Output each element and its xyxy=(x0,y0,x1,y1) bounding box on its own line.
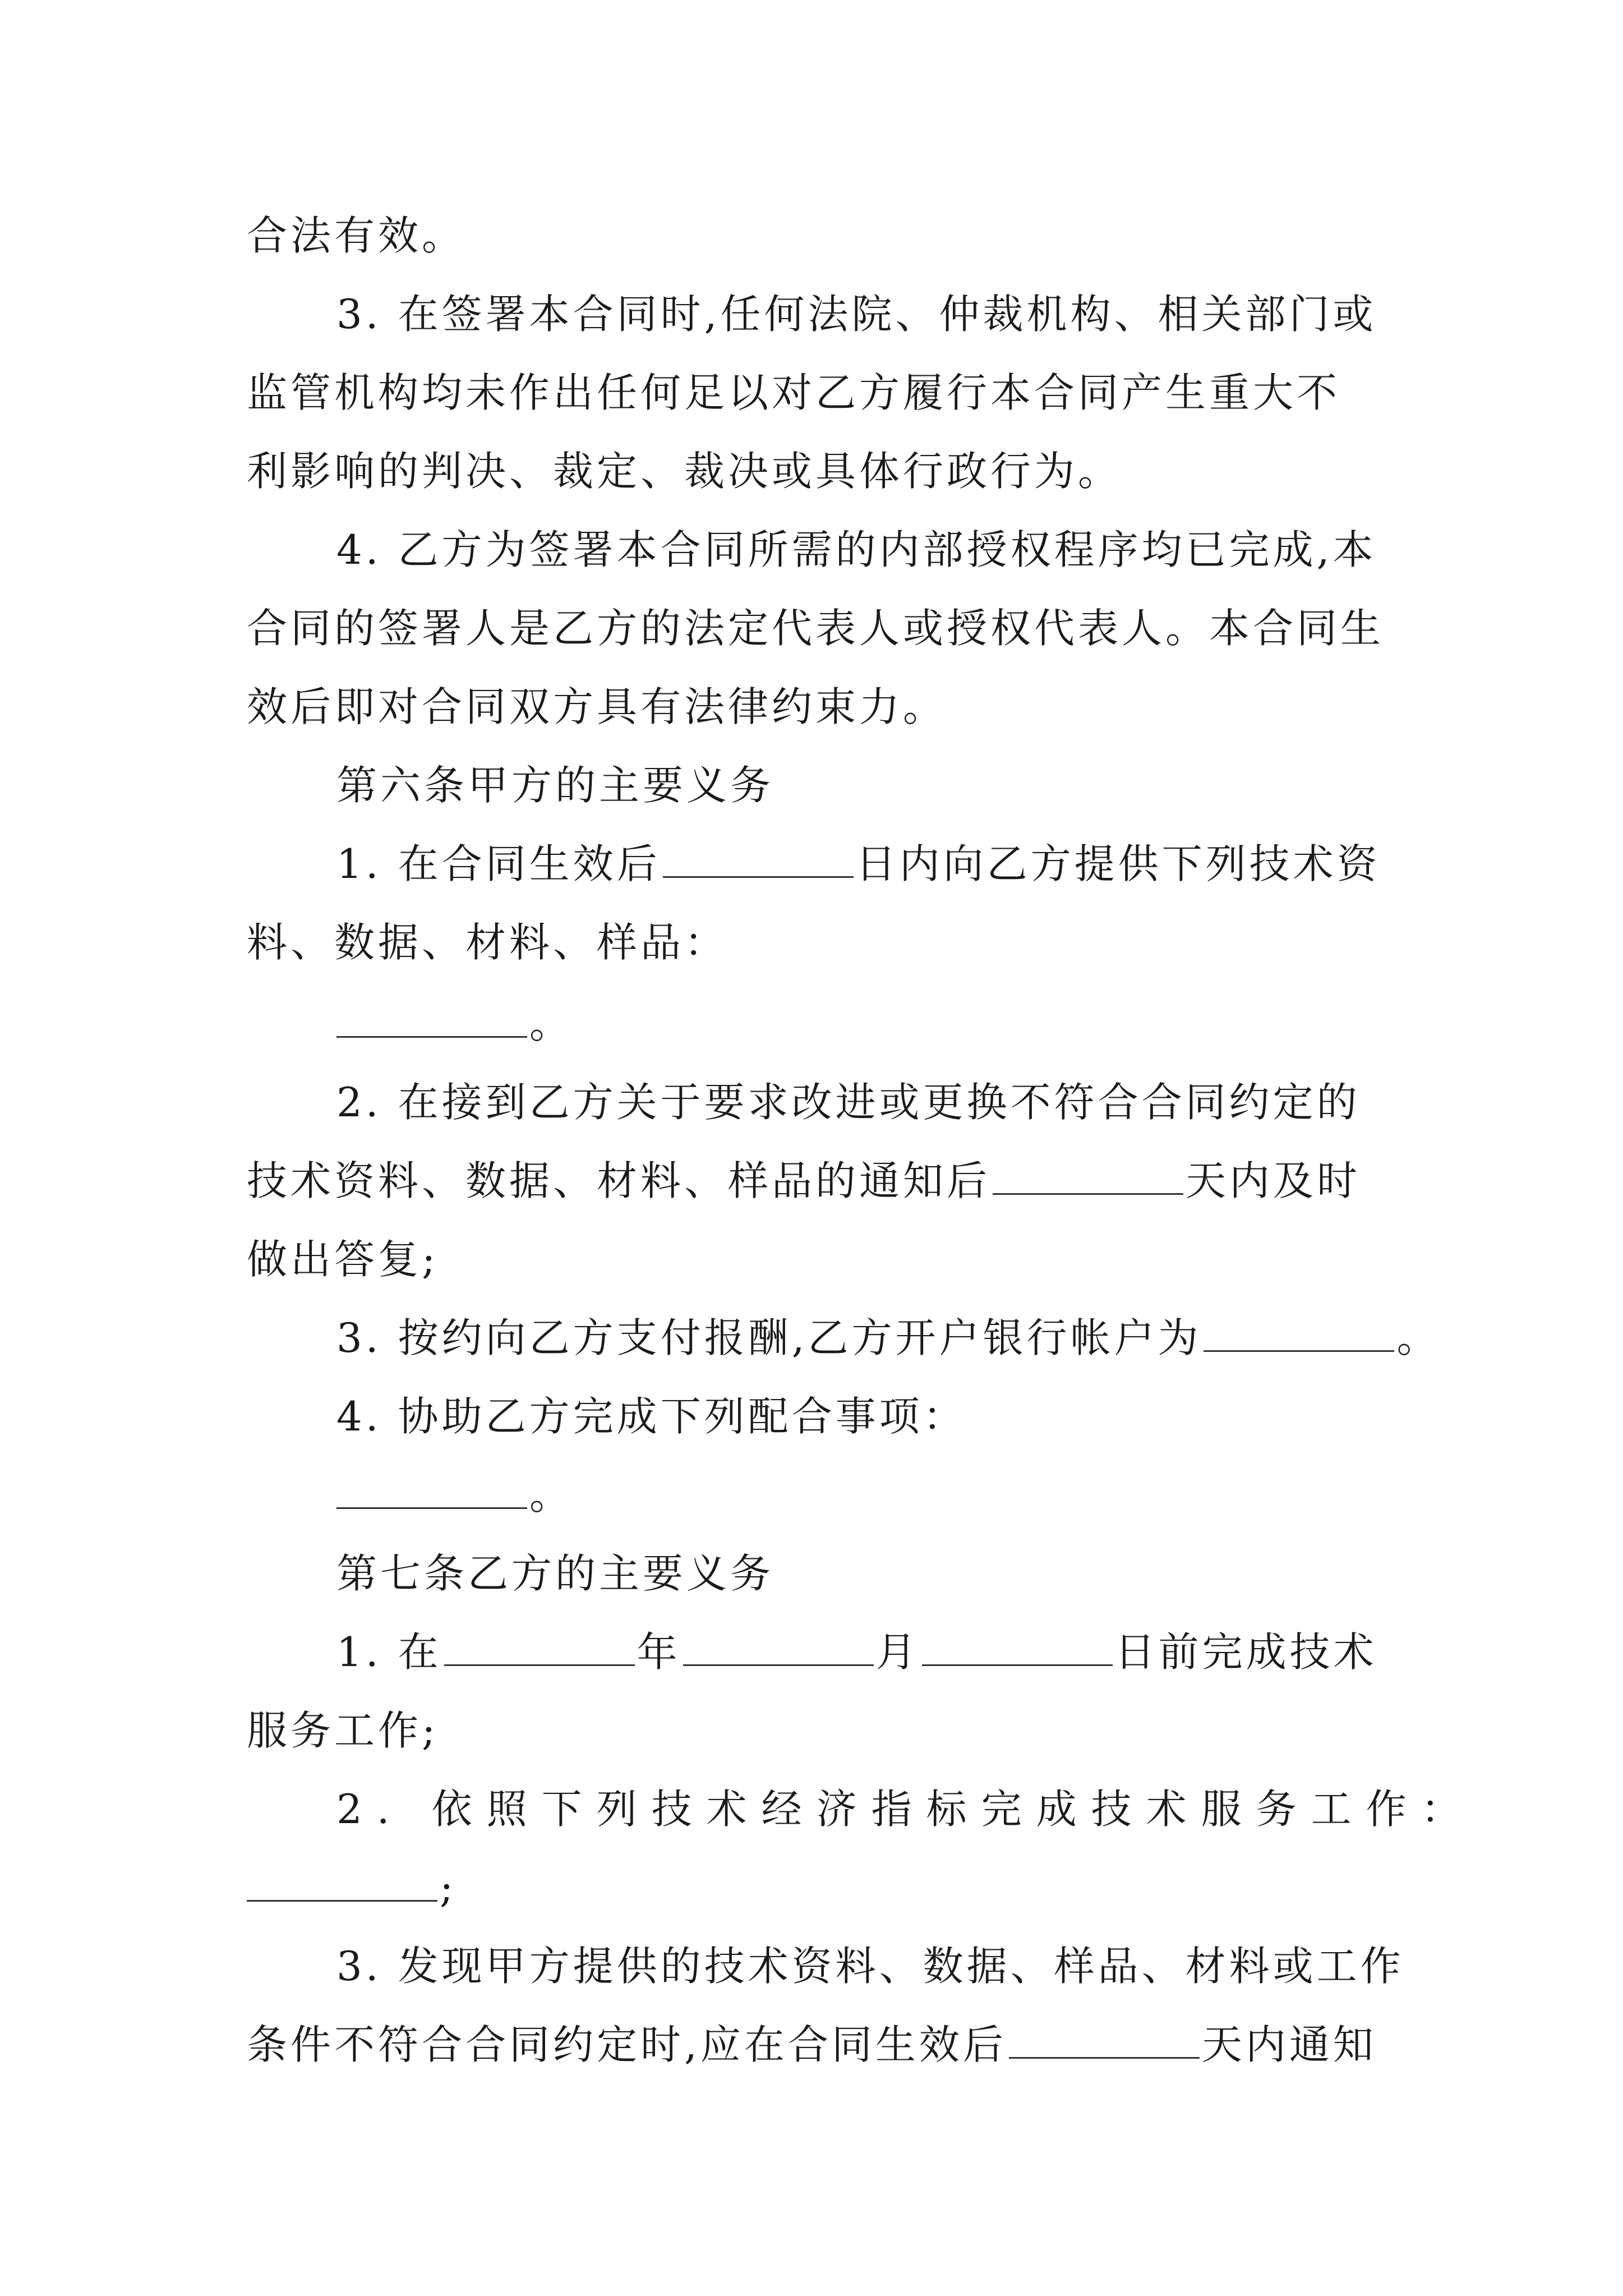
text-line: 合同的签署人是乙方的法定代表人或授权代表人。本合同生 xyxy=(247,605,1385,652)
fill-in-blank xyxy=(247,1861,437,1902)
fill-in-blank xyxy=(336,997,527,1038)
fill-in-blank xyxy=(683,1625,874,1666)
fill-in-blank xyxy=(663,837,854,878)
text-line: 监管机构均未作出任何足以对乙方履行本合同产生重大不 xyxy=(247,369,1341,416)
text-segment: 年 xyxy=(637,1628,681,1676)
text-segment: 。 xyxy=(529,1471,574,1519)
text-line: 2. 依照下列技术经济指标完成技术服务工作： xyxy=(336,1786,1476,1833)
text-line xyxy=(336,1467,1481,1523)
fill-in-blank xyxy=(922,1625,1113,1666)
text-segment: 天内通知 xyxy=(1201,2021,1377,2068)
text-line: 2. 在接到乙方关于要求改进或更换不符合合同约定的 xyxy=(336,1079,1361,1126)
text-line: 4. 协助乙方完成下列配合事项： xyxy=(336,1393,967,1440)
fill-in-blank xyxy=(444,1625,635,1666)
text-line: 效后即对合同双方具有法律约束力。 xyxy=(247,683,947,730)
text-line xyxy=(247,1860,1391,1916)
text-line: 料、数据、材料、样品： xyxy=(247,919,728,966)
section-heading: 第六条甲方的主要义务 xyxy=(336,762,774,809)
text-line xyxy=(336,836,1481,892)
fill-in-blank xyxy=(1009,2018,1200,2059)
text-line: 利影响的判决、裁定、裁决或具体行政行为。 xyxy=(247,448,1122,495)
text-line xyxy=(247,2017,1391,2073)
text-line: 合法有效。 xyxy=(247,212,466,259)
text-line: 4. 乙方为签署本合同所需的内部授权程序均已完成,本 xyxy=(336,526,1377,573)
text-segment: 天内及时 xyxy=(1186,1157,1361,1204)
text-line: 做出答复; xyxy=(247,1236,439,1283)
text-line xyxy=(247,1153,1391,1209)
text-line xyxy=(336,1624,1481,1680)
fill-in-blank xyxy=(336,1468,527,1509)
text-segment: 。 xyxy=(529,1000,574,1047)
text-segment: 日前完成技术 xyxy=(1114,1628,1377,1676)
text-line: 3. 发现甲方提供的技术资料、数据、样品、材料或工作 xyxy=(336,1943,1404,1990)
text-segment: 技术资料、数据、材料、样品的通知后 xyxy=(247,1157,991,1204)
text-line xyxy=(336,1310,1481,1366)
text-segment: 条件不符合合同约定时,应在合同生效后 xyxy=(247,2021,1007,2068)
text-segment: ; xyxy=(440,1864,457,1911)
text-segment: 日内向乙方提供下列技术资 xyxy=(855,840,1381,887)
text-line xyxy=(336,996,1481,1052)
fill-in-blank xyxy=(993,1154,1183,1195)
fill-in-blank xyxy=(1204,1311,1394,1352)
text-segment: 1. 在 xyxy=(336,1628,442,1676)
text-segment: 月 xyxy=(875,1628,920,1676)
text-line: 3. 在签署本合同时,任何法院、仲裁机构、相关部门或 xyxy=(336,291,1377,338)
text-segment: 1. 在合同生效后 xyxy=(336,840,661,887)
text-line: 服务工作; xyxy=(247,1707,439,1754)
text-segment: 3. 按约向乙方支付报酬,乙方开户银行帐户为 xyxy=(336,1314,1202,1361)
text-segment: 。 xyxy=(1396,1314,1441,1361)
section-heading: 第七条乙方的主要义务 xyxy=(336,1550,774,1597)
